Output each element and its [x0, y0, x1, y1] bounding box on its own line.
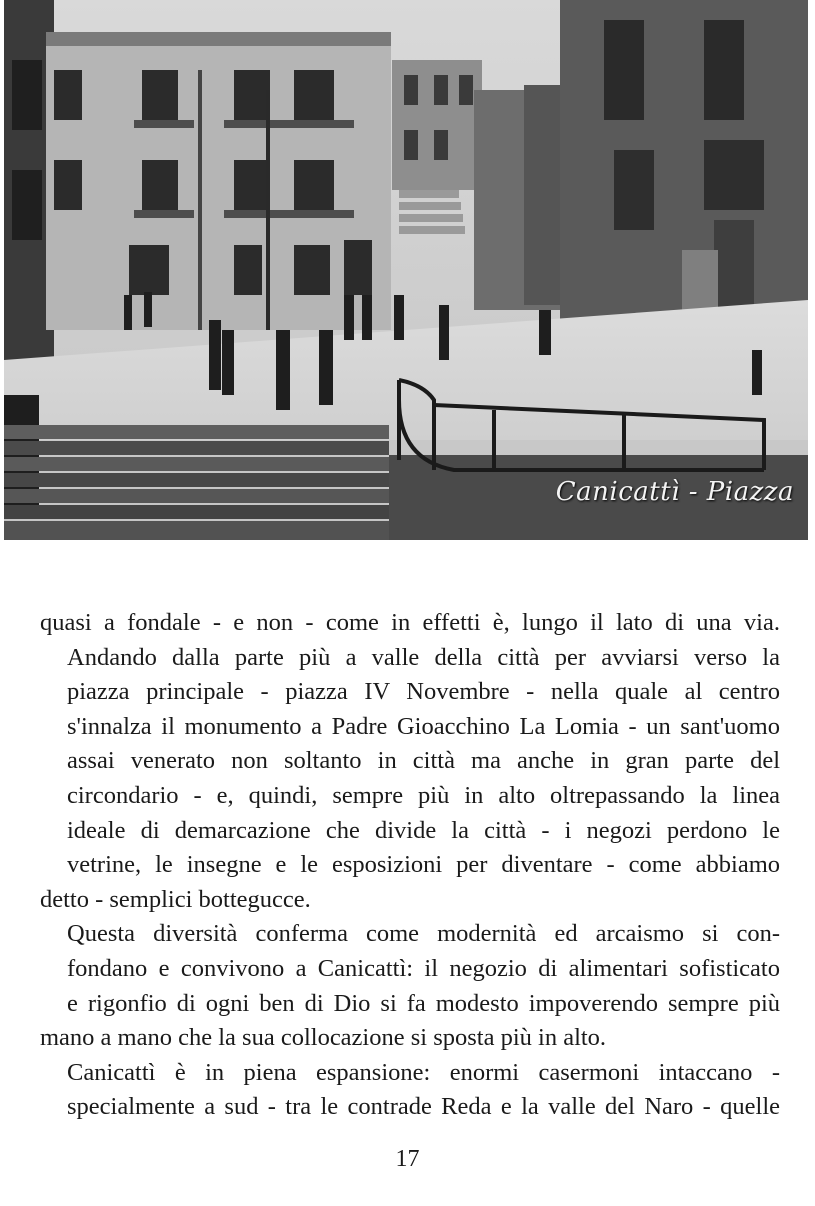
text-line: fondano e convivono a Canicattì: il negozio di alimentari sofisticato: [67, 954, 780, 982]
historic-photo: [4, 0, 808, 540]
paragraph: [40, 917, 780, 1021]
paragraph: [40, 641, 780, 883]
text-line: Canicattì è in piena espansione: enormi casermoni intaccano -: [67, 1058, 780, 1086]
text-line: quasi a fondale - e non - come in effetti è, lungo il lato di una via.: [40, 609, 780, 636]
text-line: s'innalza il monumento a Padre Gioacchino La Lomia - un sant'uomo: [67, 712, 780, 740]
text-line: specialmente a sud - tra le contrade Reda e la valle del Naro - quelle: [67, 1093, 780, 1121]
photo-caption: Canicattì - Piazza: [555, 477, 794, 507]
text-line: detto - semplici bottegucce.: [40, 885, 311, 913]
text-line: mano a mano che la sua collocazione si sposta più in alto.: [40, 1024, 607, 1052]
paragraph: [40, 1056, 780, 1125]
text-line: assai venerato non soltanto in città ma anche in gran parte del: [67, 747, 780, 775]
text-line: ideale di demarcazione che divide la città - i negozi perdono le: [67, 816, 780, 844]
text-line: e rigonfio di ogni ben di Dio si fa modesto impoverendo sempre più: [67, 989, 780, 1017]
page-number: 17: [395, 1146, 420, 1172]
text-line: Andando dalla parte più a valle della città per avviarsi verso la: [67, 643, 780, 671]
photo-illustration: [4, 0, 808, 540]
text-line: vetrine, le insegne e le esposizioni per diventare - come abbiamo: [67, 851, 780, 879]
text-line: circondario - e, quindi, sempre più in alto oltrepassando la linea: [67, 781, 780, 809]
text-line: Questa diversità conferma come modernità ed arcaismo si con-: [67, 920, 780, 948]
text-line: piazza principale - piazza IV Novembre - nella quale al centro: [67, 678, 780, 706]
body-text: [40, 606, 780, 1125]
paragraph-end: [40, 883, 780, 918]
paragraph: [40, 606, 780, 641]
paragraph-end: [40, 1021, 780, 1056]
